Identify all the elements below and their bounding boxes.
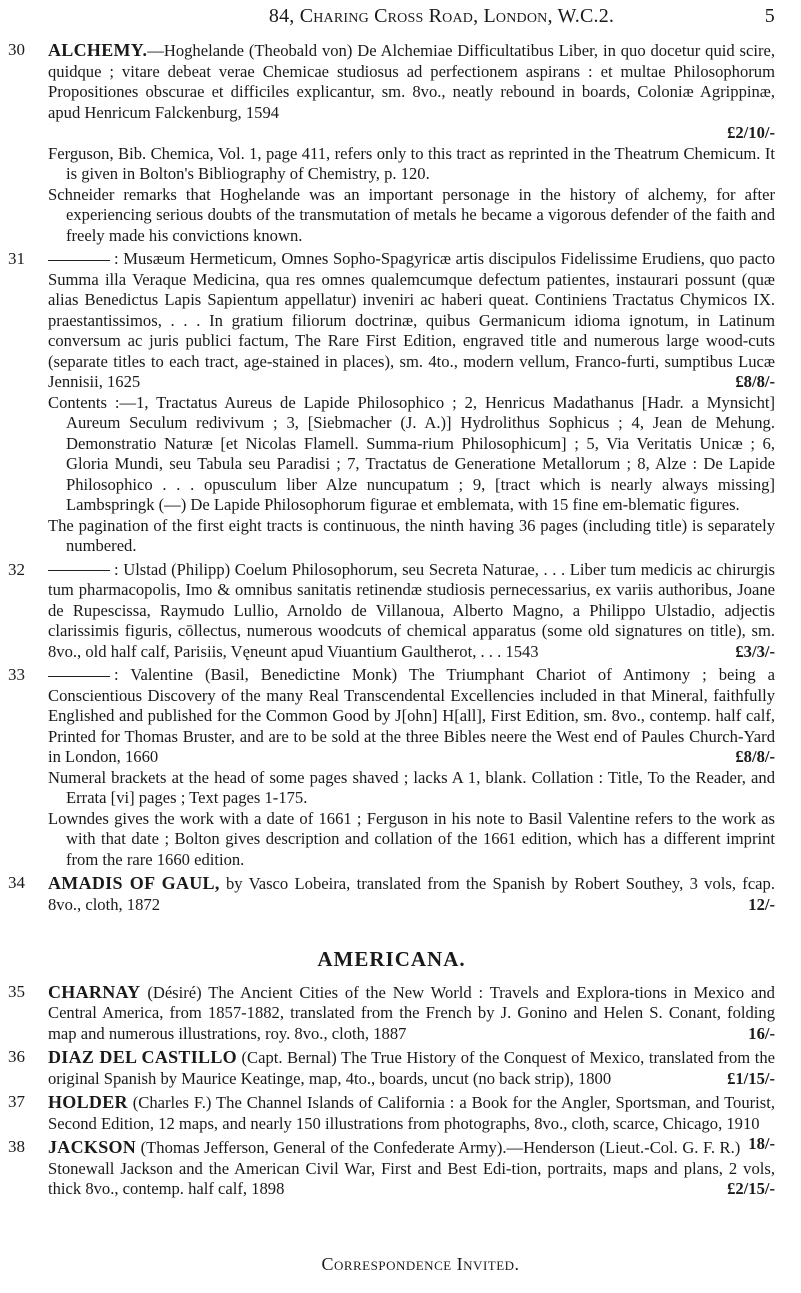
entry-number: 37	[8, 1092, 25, 1111]
running-head	[8, 6, 735, 27]
entry-body: (Charles F.) The Channel Islands of California : a Book for the Angler, Sportsman, and Tourist, Second Edition, 12 maps, and nearly 150 illustrations from photographs, 8vo., cloth, scarce, Chicago, 1910	[48, 1093, 775, 1133]
entry-price: 16/-	[748, 1023, 775, 1043]
entry-number: 38	[8, 1137, 25, 1156]
entry-number: 36	[8, 1047, 25, 1066]
entry-price: £2/15/-	[727, 1179, 775, 1198]
entry-number: 35	[8, 981, 25, 1001]
catalogue-entry	[8, 40, 775, 246]
entry-heading: AMADIS OF GAUL,	[48, 873, 220, 893]
footer-note: Correspondence Invited.	[321, 1254, 520, 1274]
entry-body: (Capt. Bernal) The True History of the Conquest of Mexico, translated from the original Spanish by Maurice Keatinge, map, 4to., boards, uncut (no back strip), 1800	[48, 1048, 775, 1088]
catalogue-entry	[8, 1047, 775, 1089]
page-header	[8, 6, 775, 40]
entry-price: £8/8/-	[735, 372, 775, 391]
catalogue-entry	[8, 665, 775, 870]
catalogue-entry	[8, 982, 775, 1045]
entry-price: 12/-	[748, 894, 775, 914]
section-title: AMERICANA.	[317, 947, 466, 971]
entry-heading: HOLDER	[48, 1092, 128, 1112]
entry-number: 31	[8, 249, 25, 268]
ditto-rule	[48, 260, 110, 261]
entry-heading: CHARNAY	[48, 981, 141, 1002]
entry-note: Lowndes gives the work with a date of 1661 ; Ferguson in his note to Basil Valentine refers to the work as with that date ; Bolton gives description and collation of the 1661 edition, which has a different imprint from the rare 1660 edition.	[48, 808, 775, 869]
entry-body: (Thomas Jefferson, General of the Confederate Army).—Henderson (Lieut.-Col. G. F. R.) Stonewall Jackson and the American Civil War, First and Best Edi-tion, portraits, maps and plans, 2 vols, thick 8vo., contemp. half calf, 1898	[48, 1138, 775, 1198]
folio: 5	[764, 5, 775, 27]
entry-number: 33	[8, 665, 25, 684]
entry-heading: ALCHEMY.	[48, 40, 148, 60]
entry-heading: JACKSON	[48, 1137, 137, 1157]
entry-note: The pagination of the first eight tracts is continuous, the ninth having 36 pages (including title) is separately numbered.	[48, 515, 775, 555]
catalogue-entry	[8, 873, 775, 915]
entry-note: Contents :—1, Tractatus Aureus de Lapide Philosophico ; 2, Henricus Madathanus [Hadr. a Mynsicht] Aureum Seculum redivivum ; 3, [Siebmacher (J. A.)] Hydrolithus Sophicus ; 4, Jean de Mehung. Demonstratio Naturæ [et Nicolas Flamell. Summa-rium Philosophicum] ; 5, Via Veritatis Unicæ ; 6, Gloria Mundi, seu Tabula seu Paradisi ; 7, Tractatus de Generatione Metallorum ; 8, Alze : De Lapide Philosophico . . . opusculum liber Alze nuncupatum ; 9, [tract which is nearly always missing] Lambspringk (—) De Lapide Philosophorum figurae et emblemata, with 15 fine em-blematic figures.	[48, 392, 775, 514]
address: Charing Cross Road, London, W.C.2.	[299, 5, 615, 27]
entry-number: 34	[8, 873, 25, 892]
entry-price: £8/8/-	[735, 747, 775, 766]
entry-body: : Ulstad (Philipp) Coelum Philosophorum, seu Secreta Naturae, . . . Liber tum medicis ac chirurgis tum pharmacopolis, Imo & omnibus sanitatis retinendæ studiosis pernecessarius, ex variis authoribus, Joane de Rupescissa, Raymudo Lullio, Arnoldo de Villanoua, Alberto Magno, a Philippo Ulstadio, adjectis clarissimis figuris, cōllectus, numerous woodcuts of chemical apparatus (some old signatures on title), sm. 8vo., old half calf, Parisiis, Vęneunt apud Viuantium Gaultherot, . . . 1543	[48, 559, 775, 661]
entry-note: Numeral brackets at the head of some pages shaved ; lacks A 1, blank. Collation : Title, To the Reader, and Errata [vi] pages ; Text pages 1-175.	[48, 767, 775, 807]
entry-note: Schneider remarks that Hoghelande was an important personage in the history of alchemy, for after experiencing serious doubts of the transmutation of metals he became a vigorous defender of the faith and freely made his convictions known.	[48, 184, 775, 245]
entry-body: : Musæum Hermeticum, Omnes Sopho-Spagyricæ artis discipulos Fidelissime Erudiens, quo pacto Summa illa Veraque Medicina, qua res omnes qualemcumque defectum patientes, instaurari possunt (quæ alias Benedictus Lapis Sapientum appellatur) inveniri ac haberi queat. Continiens Tractatus Chymicos IX. praestantissimos, . . . In gratium filiorum doctrinæ, quibus Germanicum idioma ignotum, in Latinum conversum ac juris publici factum, The Rare First Edition, engraved title and numerous large wood-cuts (separate titles to each tract, age-stained in places), sm. 4to., modern vellum, Franco-furti, sumptibus Lucæ Jennisii, 1625	[48, 249, 775, 391]
page-number: 84,	[268, 5, 295, 27]
ditto-rule	[48, 676, 110, 677]
catalogue-entry	[8, 560, 775, 663]
catalogue-entry	[8, 249, 775, 557]
entry-note: Ferguson, Bib. Chemica, Vol. 1, page 411, refers only to this tract as reprinted in the Theatrum Chemicum. It is given in Bolton's Bibliography of Chemistry, p. 120.	[48, 143, 775, 183]
entry-number: 30	[8, 40, 25, 59]
entry-heading: DIAZ DEL CASTILLO	[48, 1047, 237, 1067]
catalogue-entry	[8, 1137, 775, 1200]
entry-body: (Désiré) The Ancient Cities of the New World : Travels and Explora-tions in Mexico and Central America, from 1857-1882, translated from the French by J. Gonino and Helen S. Conant, folding map and numerous illustrations, roy. 8vo., cloth, 1887	[48, 982, 775, 1043]
entry-price: £3/3/-	[735, 641, 775, 661]
entry-body: : Valentine (Basil, Benedictine Monk) The Triumphant Chariot of Antimony ; being a Conscientious Discovery of the many Real Transcendental Excellencies included in that Mineral, faithfully Englished and published for the Common Good by J[ohn] H[all], First Edition, sm. 8vo., contemp. half calf, Printed for Thomas Bruster, and are to be sold at the three Bibles neere the West end of Paules Church-Yard in London, 1660	[48, 665, 775, 766]
ditto-rule	[48, 570, 110, 571]
entry-body: —Hoghelande (Theobald von) De Alchemiae Difficultatibus Liber, in quo docetur quid scire, quidque ; vitare debeat verae Chemicae studiosus ad perfectionem aspirans : et multae Philosophorum Propositiones obscurae et difficiles explicantur, sm. 8vo., neatly rebound in boards, Coloniæ Agrippinæ, apud Henricum Falckenburg, 1594	[48, 41, 775, 122]
entry-price: £2/10/-	[727, 123, 775, 142]
entry-price: £1/15/-	[727, 1068, 775, 1088]
entry-number: 32	[8, 559, 25, 579]
entry-price: 18/-	[748, 1134, 775, 1153]
entry-body: by Vasco Lobeira, translated from the Spanish by Robert Southey, 3 vols, fcap. 8vo., cloth, 1872	[48, 874, 775, 914]
